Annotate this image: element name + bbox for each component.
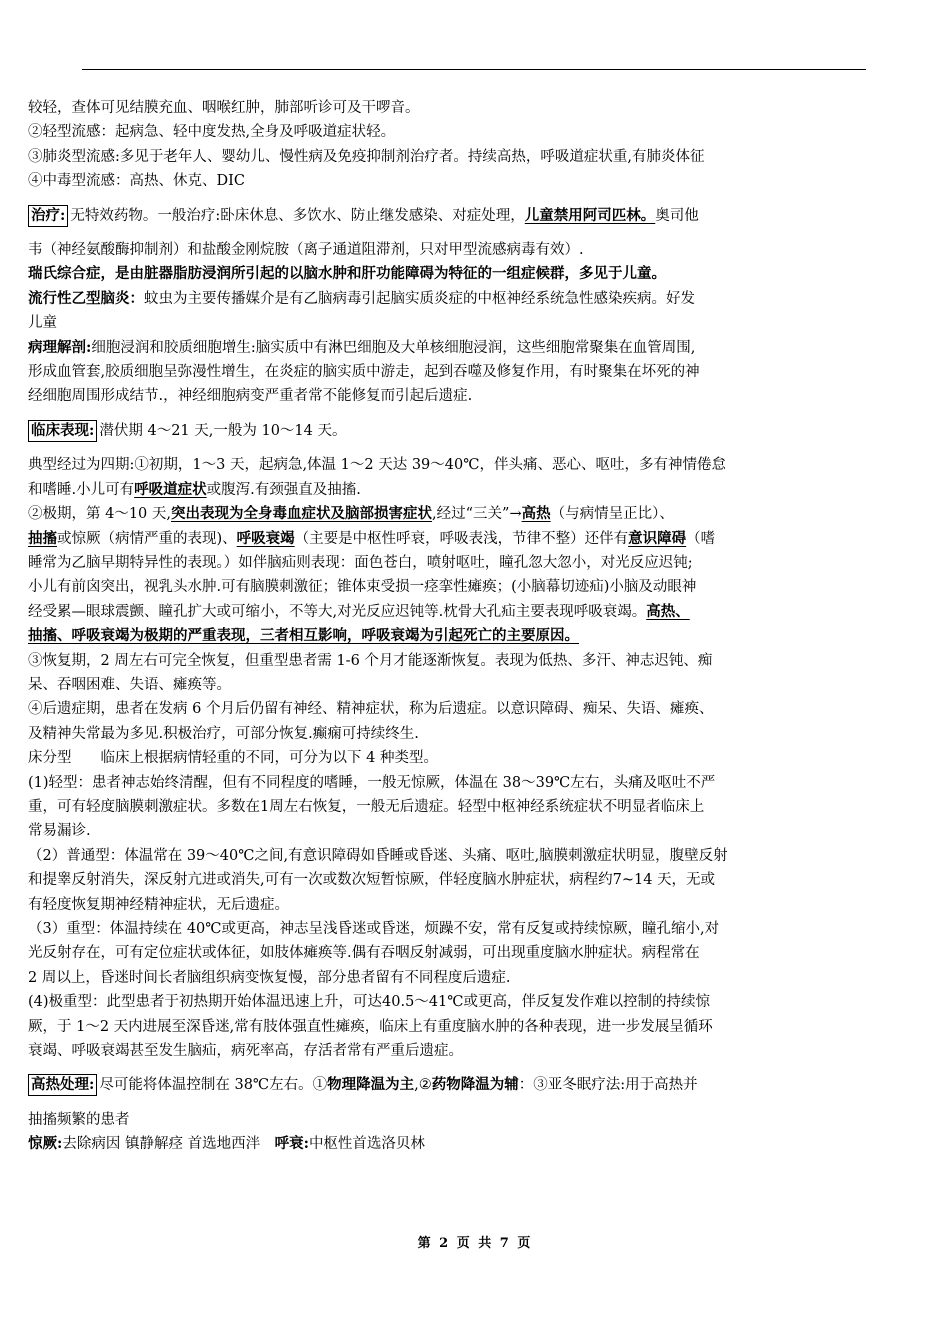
text-line: 流行性乙型脑炎：蚊虫为主要传播媒介是有乙脑病毒引起脑实质炎症的中枢神经系统急性感染疾病。好发 — [28, 289, 695, 307]
text-line: 儿童 — [28, 315, 57, 332]
text-line: 呆、吞咽困难、失语、瘫痪等。 — [28, 676, 231, 693]
text-line: 床分型 临床上根据病情轻重的不同，可分为以下 4 种类型。 — [28, 750, 438, 767]
text-line: 和嗜睡.小儿可有呼吸道症状或腹泻.有颈强直及抽搐. — [28, 480, 361, 498]
document-body — [28, 96, 920, 1157]
text-line: ④后遗症期，患者在发病 6 个月后仍留有神经、精神症状，称为后遗症。以意识障碍、痴呆、失语、瘫痪、 — [28, 701, 714, 718]
section-label-treatment: 治疗: — [28, 205, 68, 227]
text-line: 衰竭、呼吸衰竭甚至发生脑疝，病死率高，存活者常有严重后遗症。 — [28, 1043, 463, 1060]
text-line: （3）重型：体温持续在 40℃或更高，神志呈浅昏迷或昏迷，烦躁不安，常有反复或持续惊厥，瞳孔缩小,对 — [28, 921, 720, 937]
section-label-fever: 高热处理: — [28, 1074, 97, 1096]
text-line: 抽搐或惊厥（病情严重的表现)、呼吸衰竭（主要是中枢性呼衰，呼吸表浅，节律不整）还伴有意识障碍（嗜 — [28, 529, 716, 547]
text-line: 小儿有前囟突出，视乳头水肿.可有脑膜刺激征；锥体束受损一痉挛性瘫痪；(小脑幕切迹疝)小脑及动眼神 — [28, 579, 697, 596]
text-line: 经受累—眼球震颤、瞳孔扩大或可缩小，不等大,对光反应迟钝等.枕骨大孔疝主要表现呼吸衰竭。高热、 — [28, 602, 690, 620]
heading-pathology: 病理解剖: — [28, 338, 92, 356]
text-line: 较轻，查体可见结膜充血、咽喉红肿，肺部听诊可及干啰音。 — [28, 100, 420, 116]
text-line: ④中毒型流感：高热、休克、DIC — [28, 173, 245, 190]
text-line: 厥，于 1～2 天内进展至深昏迷,常有肢体强直性瘫痪，临床上有重度脑水肿的各种表现，进一步发展呈循环 — [28, 1018, 713, 1035]
text-line: 形成血管套,胶质细胞呈弥漫性增生，在炎症的脑实质中游走，起到吞噬及修复作用，有时聚集在坏死的神 — [28, 364, 700, 381]
text-line: 抽搐频繁的患者 — [28, 1111, 130, 1128]
text-line: 典型经过为四期:①初期，1～3 天，起病急,体温 1～2 天达 39～40℃，伴头痛、恶心、呕吐，多有神情倦怠 — [28, 457, 726, 474]
text-line: 2 周以上，昏迷时间长者脑组织病变恢复慢，部分患者留有不同程度后遗症. — [28, 969, 511, 986]
reye-syndrome-line: 瑞氏综合症，是由脏器脂肪浸润所引起的以脑水肿和肝功能障碍为特征的一组症候群，多见于儿童。 — [28, 265, 666, 283]
text-line: ②轻型流感：起病急、轻中度发热,全身及呼吸道症状轻。 — [28, 124, 396, 141]
text-line: 有轻度恢复期神经精神症状，无后遗症。 — [28, 896, 289, 913]
heading-convulsion: 惊厥: — [28, 1135, 63, 1153]
treatment-line: 治疗: 无特效药物。一般治疗:卧床休息、多饮水、防止继发感染、对症处理，儿童禁用阿司匹林。奥司他 — [28, 204, 920, 228]
heading-resp-failure: 呼衰: — [274, 1135, 309, 1153]
text-line: 病理解剖:细胞浸润和胶质细胞增生:脑实质中有淋巴细胞及大单核细胞浸润，这些细胞常聚集在血管周围, — [28, 338, 696, 356]
text-line: 睡常为乙脑早期特异性的表现。）如伴脑疝则表现：面色苍白，喷射呕吐，瞳孔忽大忽小，对光反应迟钝; — [28, 554, 693, 571]
page-number: 第 2 页 共 7 页 — [417, 1236, 533, 1251]
text-line: 经细胞周围形成结节.，神经细胞病变严重者常不能修复而引起后遗症. — [28, 388, 473, 405]
highlight-aspirin: 儿童禁用阿司匹林。 — [524, 206, 656, 224]
section-label-clinical: 临床表现: — [28, 420, 97, 442]
text-line: 光反射存在，可有定位症状或体征，如肢体瘫痪等.偶有吞咽反射减弱，可出现重度脑水肿症状。病程常在 — [28, 945, 700, 962]
header-rule — [82, 69, 866, 70]
text-line: 和提睾反射消失，深反射亢进或消失,可有一次或数次短暂惊厥，伴轻度脑水肿症状，病程约7~14 天，无或 — [28, 872, 716, 889]
text-line: 重，可有轻度脑膜刺激症状。多数在1周左右恢复，一般无后遗症。轻型中枢神经系统症状不明显者临床上 — [28, 798, 705, 815]
text-line: (4)极重型：此型患者于初热期开始体温迅速上升，可达40.5～41℃或更高，伴反复发作难以控制的持续惊 — [28, 994, 710, 1011]
fever-line: 高热处理: 尽可能将体温控制在 38℃左右。①物理降温为主,②药物降温为辅：③亚冬眠疗法:用于高热并 — [28, 1073, 920, 1097]
text-line: ③肺炎型流感:多见于老年人、婴幼儿、慢性病及免疫抑制剂治疗者。持续高热，呼吸道症状重,有肺炎体征 — [28, 148, 705, 165]
text-line: (1)轻型：患者神志始终清醒，但有不同程度的嗜睡，一般无惊厥，体温在 38～39℃左右，头痛及呕吐不严 — [28, 774, 716, 791]
text-line: 常易漏诊. — [28, 823, 91, 840]
heading-jbe: 流行性乙型脑炎： — [28, 289, 144, 307]
clinical-line: 临床表现: 潜伏期 4～21 天,一般为 10～14 天。 — [28, 419, 920, 443]
text-line: 及精神失常最为多见.积极治疗，可部分恢复.癫痫可持续终生. — [28, 725, 419, 742]
text-line: 韦（神经氨酸酶抑制剂）和盐酸金刚烷胺（离子通道阻滞剂，只对甲型流感病毒有效）. — [28, 242, 584, 259]
text-line: ③恢复期，2 周左右可完全恢复，但重型患者需 1-6 个月才能逐渐恢复。表现为低热、多汗、神志迟钝、痴 — [28, 652, 713, 669]
text-line: 抽搐、呼吸衰竭为极期的严重表现，三者相互影响，呼吸衰竭为引起死亡的主要原因。 — [28, 627, 579, 645]
text-line: 惊厥:去除病因 镇静解痉 首选地西泮 呼衰:中枢性首选洛贝林 — [28, 1135, 425, 1153]
text-line: ②极期，第 4～10 天,突出表现为全身毒血症状及脑部损害症状,经过“三关”→高热（与病情呈正比）、 — [28, 505, 674, 523]
text-line: （2）普通型：体温常在 39～40℃之间,有意识障碍如昏睡或昏迷、头痛、呕吐,脑膜刺激症状明显，腹壁反射 — [28, 847, 728, 864]
